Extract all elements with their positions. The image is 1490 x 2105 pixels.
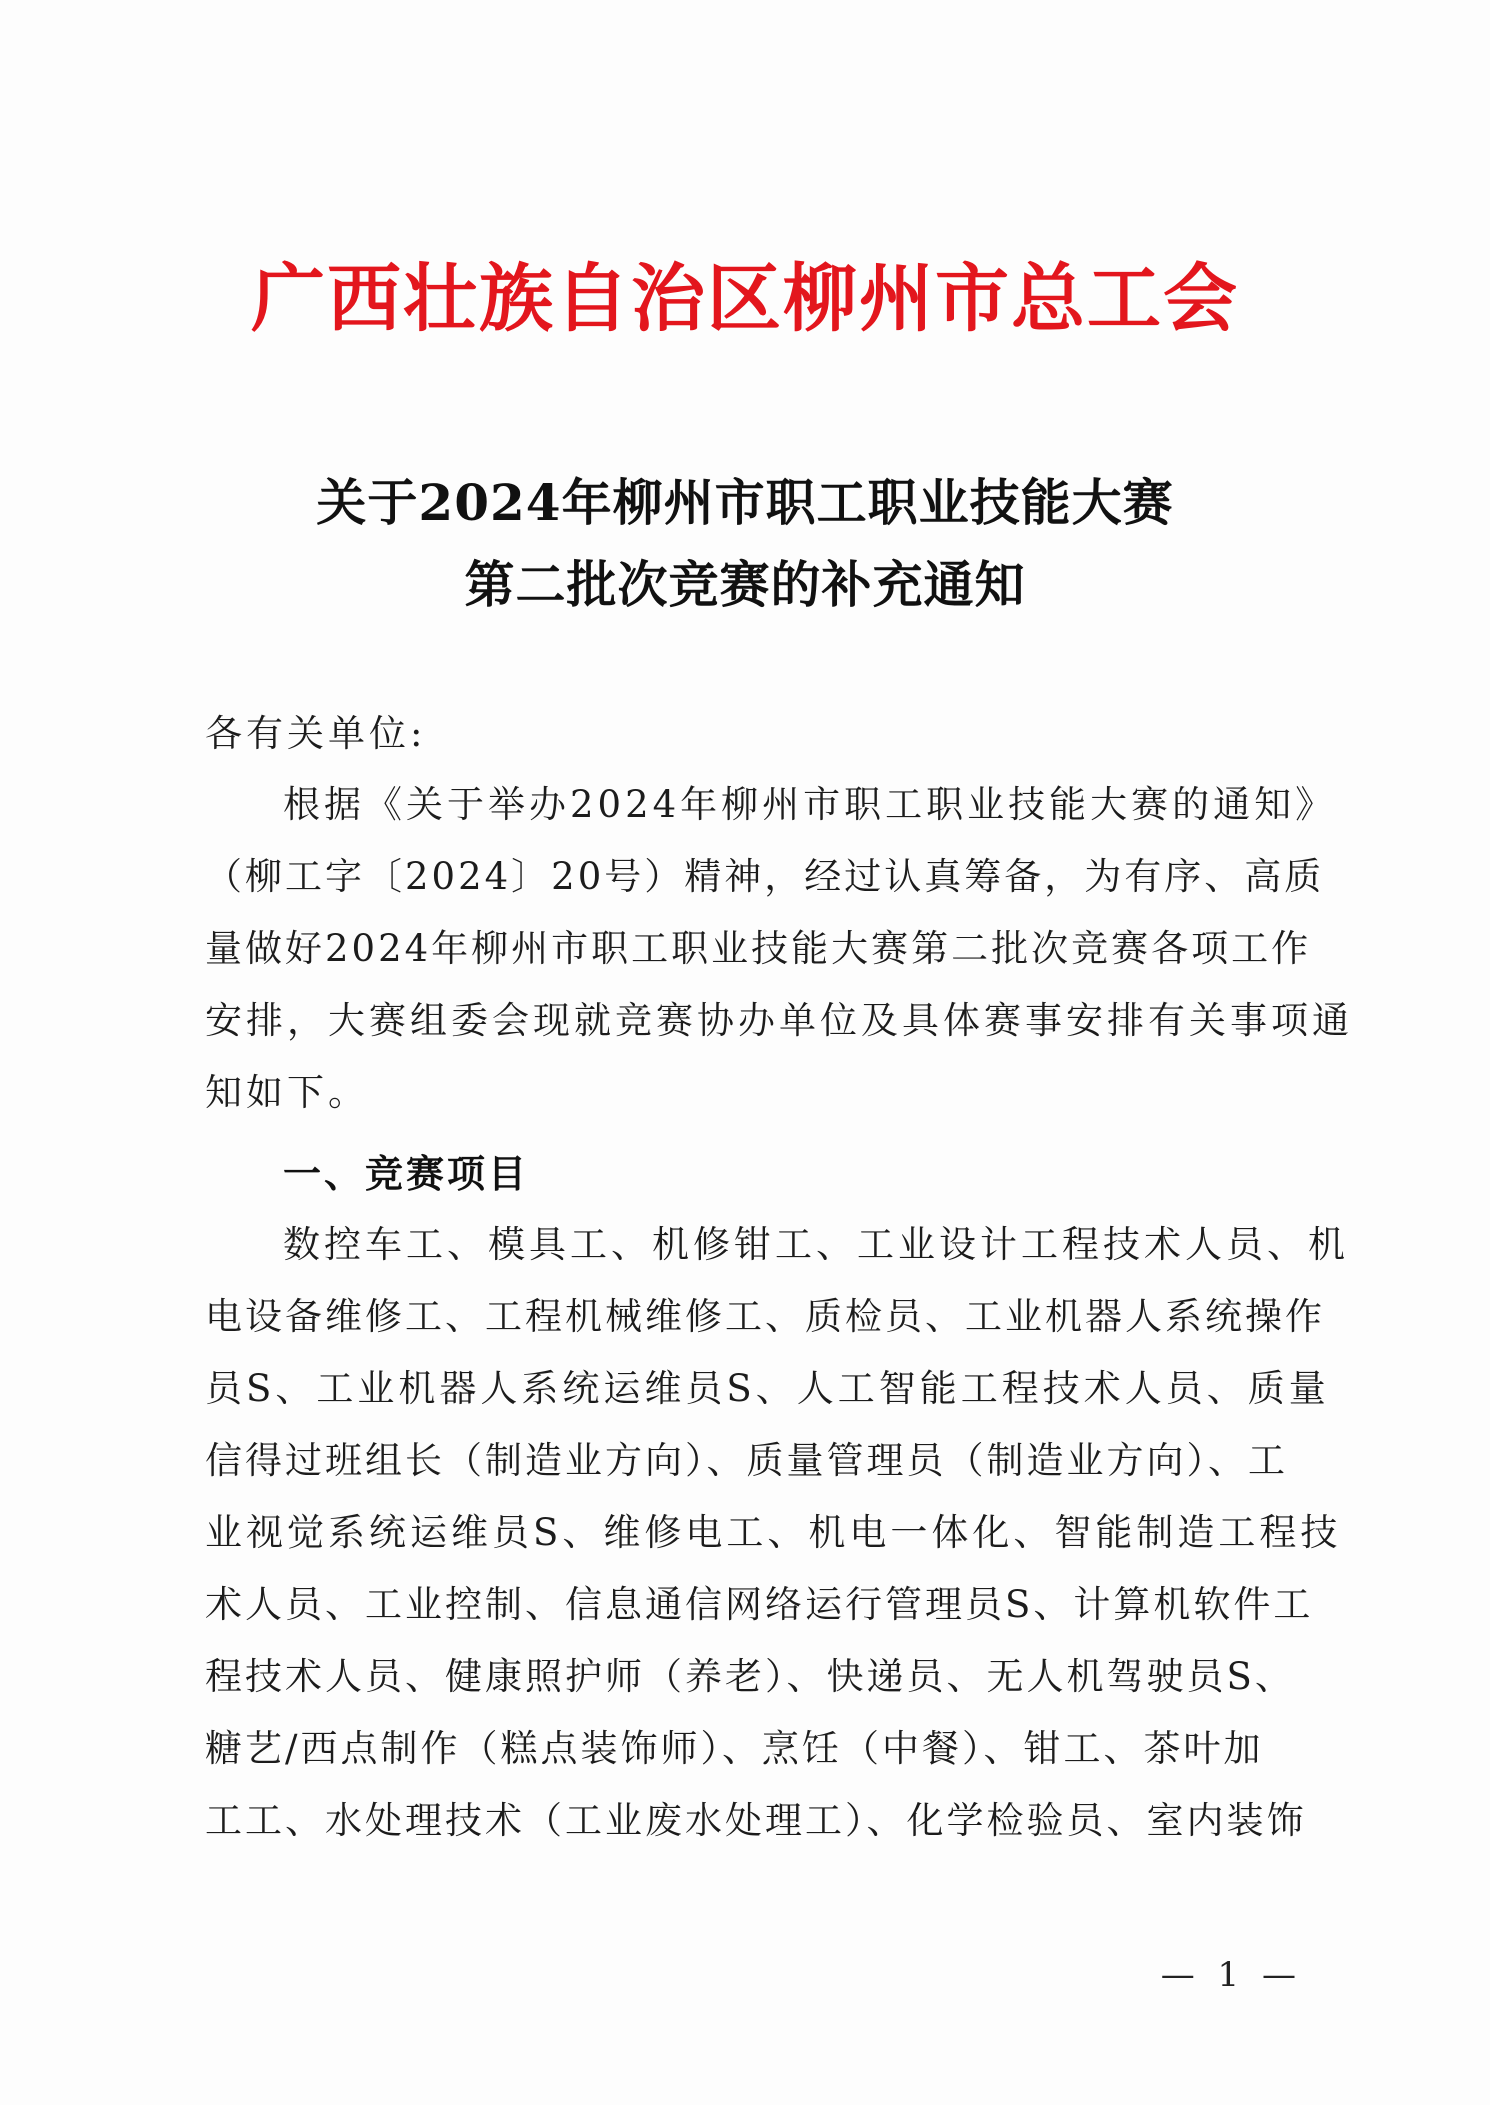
document-title-line-1: 关于2024年柳州市职工职业技能大赛 [316,473,1174,532]
paragraph-line: 安排，大赛组委会现就竞赛协办单位及具体赛事安排有关事项通 [205,999,1353,1042]
paragraph-intro [205,783,1353,1146]
paragraph-line: 糖艺/西点制作（糕点装饰师）、烹饪（中餐）、钳工、茶叶加 [205,1727,1264,1770]
paragraph-line: 信得过班组长（制造业方向）、质量管理员（制造业方向）、工 [205,1439,1288,1482]
paragraph-line: 业视觉系统运维员S、维修电工、机电一体化、智能制造工程技 [205,1511,1342,1554]
paragraph-line: 知如下。 [205,1071,369,1114]
salutation: 各有关单位: [205,712,427,755]
section-heading-competition-items: 一、竞赛项目 [283,1152,530,1196]
organization-header: 广西壮族自治区柳州市总工会 [251,256,1239,342]
paragraph-line: 术人员、工业控制、信息通信网络运行管理员S、计算机软件工 [205,1583,1314,1626]
paragraph-line: 数控车工、模具工、机修钳工、工业设计工程技术人员、机 [283,1223,1349,1266]
paragraph-line: 电设备维修工、工程机械维修工、质检员、工业机器人系统操作 [205,1295,1325,1338]
paragraph-line: 员S、工业机器人系统运维员S、人工智能工程技术人员、质量 [205,1367,1330,1410]
paragraph-line: 工工、水处理技术（工业废水处理工）、化学检验员、室内装饰 [205,1799,1307,1842]
document-title-line-2: 第二批次竞赛的补充通知 [464,555,1026,614]
paragraph-line: 量做好2024年柳州市职工职业技能大赛第二批次竞赛各项工作 [205,927,1312,970]
paragraph-competition-items [205,1223,1349,1874]
paragraph-line: 根据《关于举办2024年柳州市职工职业技能大赛的通知》 [283,783,1337,826]
page-number: — 1 — [1160,1955,1302,1995]
paragraph-line: （柳工字〔2024〕20号）精神，经过认真筹备，为有序、高质 [205,855,1325,898]
paragraph-line: 程技术人员、健康照护师（养老）、快递员、无人机驾驶员S、 [205,1655,1295,1698]
